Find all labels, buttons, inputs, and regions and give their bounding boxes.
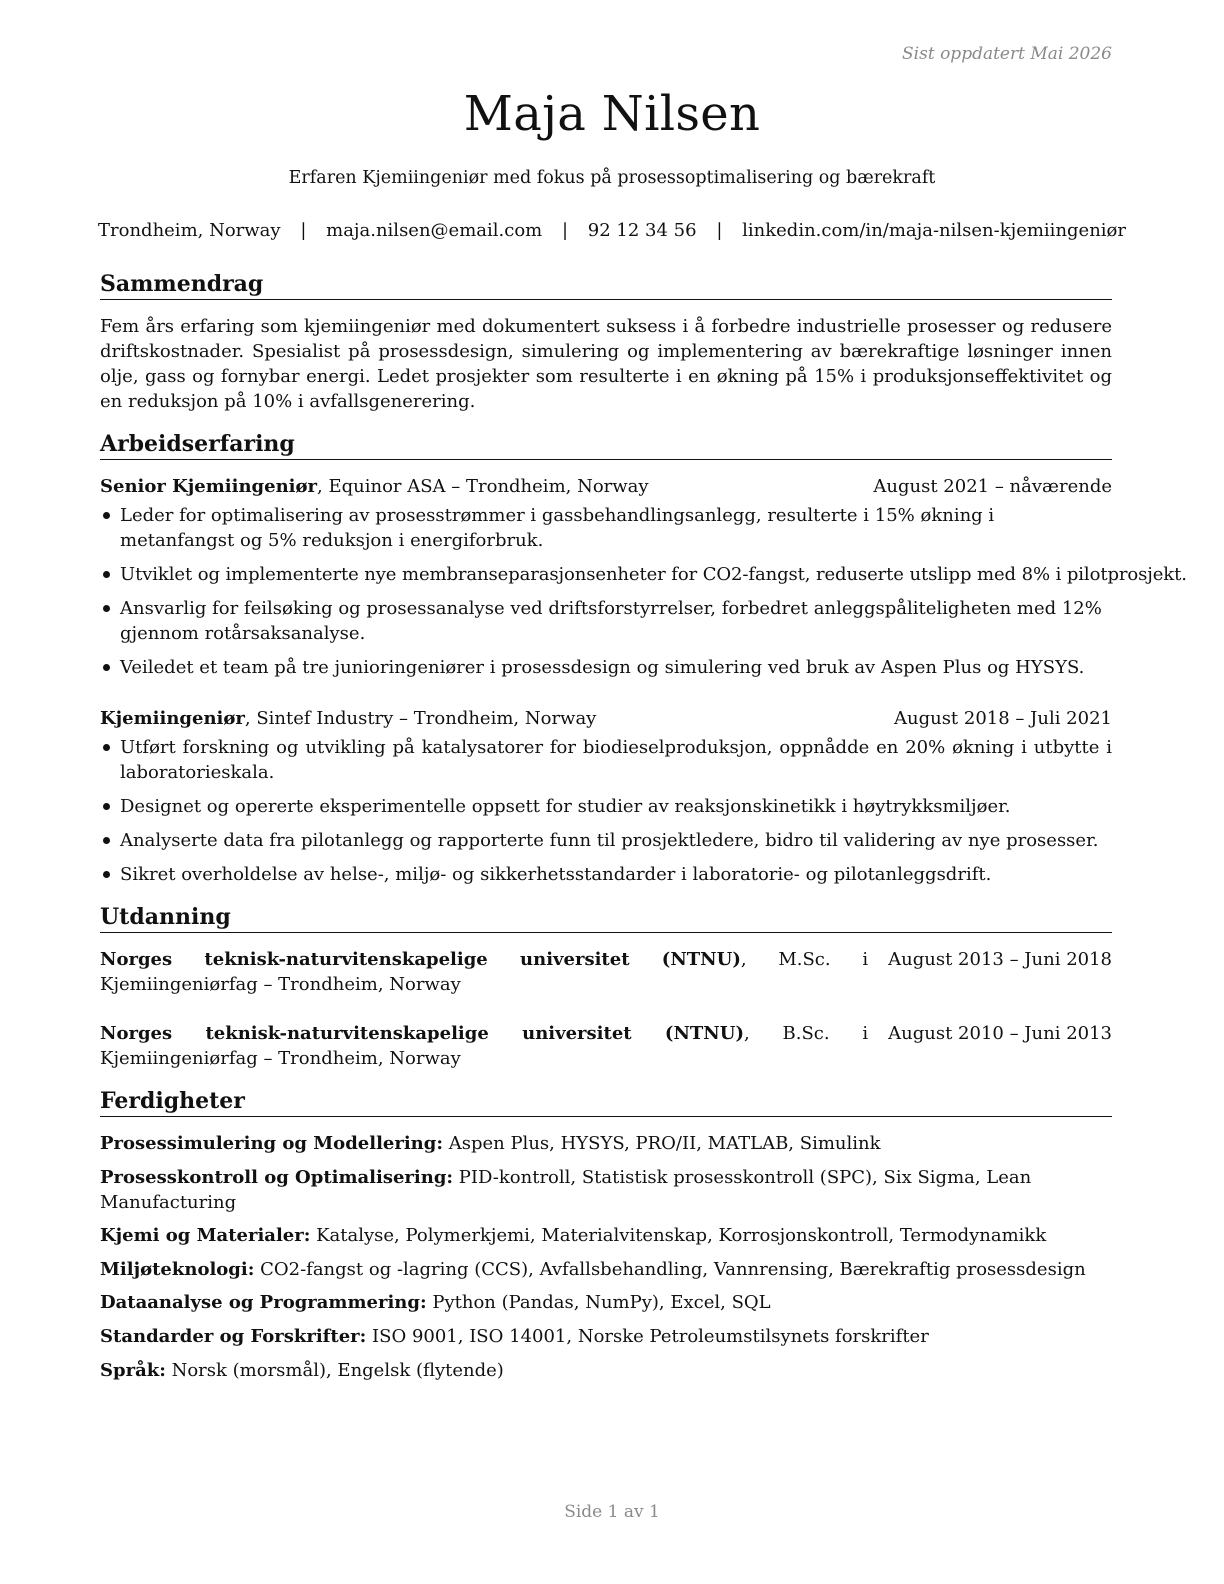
skill-row xyxy=(100,1324,1112,1349)
education-dates: August 2013 – Juni 2018 xyxy=(888,949,1112,970)
skill-row xyxy=(100,1165,1112,1215)
section-title-education: Utdanning xyxy=(100,903,1112,933)
skill-row xyxy=(100,1131,1112,1156)
job-dates: August 2021 – nåværende xyxy=(873,476,1112,497)
section-title-experience: Arbeidserfaring xyxy=(100,430,1112,460)
skill-value: Aspen Plus, HYSYS, PRO/II, MATLAB, Simulink xyxy=(443,1133,881,1154)
skill-value: Katalyse, Polymerkjemi, Materialvitenskap, Korrosjonskontroll, Termodynamikk xyxy=(310,1225,1047,1247)
job-company: , Sintef Industry – Trondheim, Norway xyxy=(244,708,597,729)
section-title-skills: Ferdigheter xyxy=(100,1087,1112,1117)
contact-separator: | xyxy=(716,220,723,241)
job-role: Senior Kjemiingeniør xyxy=(100,476,318,497)
contact-separator: | xyxy=(300,220,307,241)
job-bullets xyxy=(100,503,1187,680)
skill-row xyxy=(100,1223,1112,1248)
job-bullet: Sikret overholdelse av helse-, miljø- og sikkerhetsstandarder i laboratorie- og pilotanleggsdrift. xyxy=(100,862,1112,887)
skill-label: Prosessimulering og Modellering: xyxy=(100,1133,443,1154)
education-detail: , M.Sc. i Kjemiingeniørfag – Trondheim, Norway xyxy=(100,949,869,995)
skill-value: Python (Pandas, NumPy), Excel, SQL xyxy=(426,1292,771,1314)
summary-text: Fem års erfaring som kjemiingeniør med dokumentert suksess i å forbedre industrielle prosesser og redusere driftskostnader. Spesialist på prosessdesign, simulering og implementering av bærekraftige løsninger innen olje, gass og fornybar energi. Ledet prosjekter som resulterte i en økning på 15% i produksjonseffektivitet og en reduksjon på 10% i avfallsgenerering. xyxy=(100,316,1112,412)
job-header xyxy=(100,706,1112,731)
contact-linkedin[interactable]: linkedin.com/in/maja-nilsen-kjemiingeniør xyxy=(742,220,1126,241)
skill-value: CO2-fangst og -lagring (CCS), Avfallsbehandling, Vannrensing, Bærekraftig prosessdesign xyxy=(254,1258,1086,1280)
skill-row xyxy=(100,1257,1112,1282)
job-title-line xyxy=(100,474,649,499)
skill-value: PID-kontroll, Statistisk prosesskontroll (SPC), Six Sigma, Lean Manufacturing xyxy=(100,1166,1032,1213)
job-role: Kjemiingeniør xyxy=(100,708,245,729)
education-item xyxy=(100,947,1112,997)
contact-email[interactable]: maja.nilsen@email.com xyxy=(326,220,543,241)
skill-row xyxy=(100,1358,1112,1383)
job-bullet: Veiledet et team på tre junioringeniører i prosessdesign og simulering ved bruk av Aspen Plus og HYSYS. xyxy=(100,655,1112,680)
job-company: , Equinor ASA – Trondheim, Norway xyxy=(317,476,649,497)
skill-label: Miljøteknologi: xyxy=(100,1258,255,1280)
education-school: Norges teknisk-naturvitenskapelige universitet (NTNU) xyxy=(100,949,741,970)
tagline: Erfaren Kjemiingeniør med fokus på prosessoptimalisering og bærekraft xyxy=(288,168,936,188)
education-school: Norges teknisk-naturvitenskapelige universitet (NTNU) xyxy=(100,1023,744,1044)
education-detail: , B.Sc. i Kjemiingeniørfag – Trondheim, Norway xyxy=(100,1023,869,1069)
education-item xyxy=(100,1021,1112,1071)
skill-label: Standarder og Forskrifter: xyxy=(100,1325,367,1347)
job-bullet: Analyserte data fra pilotanlegg og rapporterte funn til prosjektledere, bidro til validering av nye prosesser. xyxy=(100,828,1112,853)
skill-label: Språk: xyxy=(100,1359,166,1381)
contact-separator: | xyxy=(561,220,569,241)
job-bullet: Leder for optimalisering av prosesstrømmer i gassbehandlingsanlegg, resulterte i 15% økning i metanfangst og 5% reduksjon i energiforbruk. xyxy=(100,503,1112,553)
skill-label: Prosesskontroll og Optimalisering: xyxy=(100,1166,454,1188)
section-title-summary: Sammendrag xyxy=(100,270,1112,300)
education-description xyxy=(100,947,888,997)
education-dates: August 2010 – Juni 2013 xyxy=(888,1023,1112,1044)
page-number: Side 1 av 1 xyxy=(564,1502,660,1522)
job-bullet: Ansvarlig for feilsøking og prosessanalyse ved driftsforstyrrelser, forbedret anleggspåliteligheten med 12% gjennom rotårsaksanalyse. xyxy=(100,596,1112,646)
job-dates: August 2018 – Juli 2021 xyxy=(893,708,1112,729)
job-bullet: Utført forskning og utvikling på katalysatorer for biodieselproduksjon, oppnådde en 20% økning i utbytte i laboratorieskala. xyxy=(100,735,1112,785)
last-updated-note: Sist oppdatert Mai 2026 xyxy=(902,44,1112,64)
job-bullets xyxy=(100,735,1112,887)
contact-location: Trondheim, Norway xyxy=(98,220,281,241)
skill-label: Dataanalyse og Programmering: xyxy=(100,1292,427,1314)
skill-value: Norsk (morsmål), Engelsk (flytende) xyxy=(165,1359,504,1381)
job-bullet: Utviklet og implementerte nye membranseparasjonsenheter for CO2-fangst, reduserte utslipp med 8% i pilotprosjekt. xyxy=(100,562,1112,587)
contact-phone: 92 12 34 56 xyxy=(587,220,697,241)
contact-line xyxy=(0,220,1224,241)
job-header xyxy=(100,474,1112,499)
skill-label: Kjemi og Materialer: xyxy=(100,1225,311,1247)
resume-body xyxy=(100,270,1187,1391)
skill-value: ISO 9001, ISO 14001, Norske Petroleumstilsynets forskrifter xyxy=(366,1325,929,1347)
skills-list xyxy=(100,1131,1112,1383)
skill-row xyxy=(100,1290,1112,1315)
candidate-name: Maja Nilsen xyxy=(463,86,761,142)
job-bullet: Designet og opererte eksperimentelle oppsett for studier av reaksjonskinetikk i høytrykksmiljøer. xyxy=(100,794,1112,819)
job-title-line xyxy=(100,706,596,731)
education-description xyxy=(100,1021,888,1071)
